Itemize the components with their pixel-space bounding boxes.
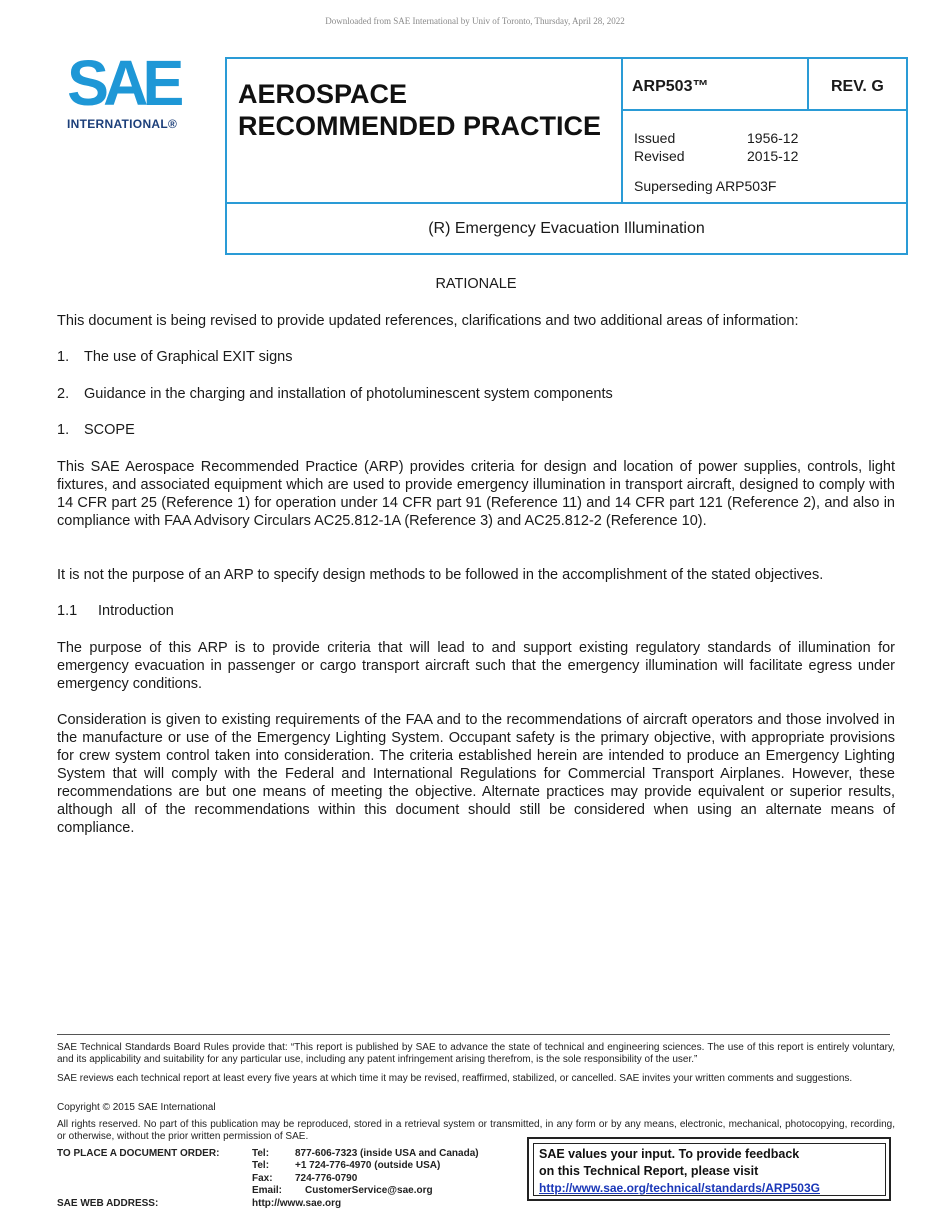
doc-number-cell: [623, 59, 809, 111]
email-value[interactable]: CustomerService@sae.org: [305, 1185, 433, 1196]
web-value[interactable]: http://www.sae.org: [252, 1198, 342, 1209]
feedback-line-1: SAE values your input. To provide feedback: [539, 1147, 800, 1161]
feedback-link[interactable]: http://www.sae.org/technical/standards/ARP503G: [539, 1181, 820, 1195]
tel2-value[interactable]: +1 724-776-4970 (outside USA): [295, 1160, 441, 1171]
rationale-item-number: 2.: [57, 386, 70, 402]
dates-cell: [623, 111, 906, 202]
rationale-item-text: The use of Graphical EXIT signs: [84, 349, 293, 365]
rationale-heading: RATIONALE: [435, 276, 517, 292]
intro-paragraph-1: The purpose of this ARP is to provide criteria that will lead to and support existing regulatory standards of illumination for emergency evacuation in passenger or cargo transport aircraft such that the emergency illumination will facilitate egress under emergency conditions.: [57, 640, 895, 692]
sae-logo-text: INTERNATIONAL®: [67, 117, 178, 131]
doc-number: ARP503™: [632, 78, 709, 95]
scope-number: 1.: [57, 422, 70, 438]
document-type-title: [238, 78, 601, 142]
fax-value: 724-776-0790: [295, 1173, 358, 1184]
sae-logo-mark: SAE: [67, 47, 179, 119]
intro-number: 1.1: [57, 603, 78, 619]
email-label: Email:: [252, 1185, 283, 1196]
revision-cell: [809, 59, 906, 111]
rationale-item-text: Guidance in the charging and installation of photoluminescent system components: [84, 386, 613, 402]
feedback-line-2: on this Technical Report, please visit: [539, 1164, 759, 1178]
footer-divider: [57, 1034, 890, 1035]
intro-heading: Introduction: [98, 603, 174, 619]
rationale-item: [57, 385, 895, 403]
board-rules-text: SAE Technical Standards Board Rules provide that: “This report is published by SAE to advance the state of technical and engineering sciences. The use of this report is entirely voluntary, and its applicability and suitability for any particular use, including any patent infringement arising therefrom, is the sole responsibility of the user.”: [57, 1042, 895, 1065]
title-line-1: AEROSPACE: [238, 79, 408, 109]
review-text: SAE reviews each technical report at least every five years at which time it may be revised, reaffirmed, stabilized, or cancelled. SAE invites your written comments and suggestions.: [57, 1073, 853, 1084]
document-subtitle: (R) Emergency Evacuation Illumination: [227, 202, 906, 253]
issued-label: Issued: [634, 130, 676, 146]
superseding: Superseding ARP503F: [634, 178, 777, 194]
fax-label: Fax:: [252, 1173, 273, 1184]
rights-text: All rights reserved. No part of this publication may be reproduced, stored in a retrieval system or transmitted, in any form or by any means, electronic, mechanical, photocopying, recording, or otherwise, without the prior written permission of SAE.: [57, 1119, 895, 1142]
revision: REV. G: [831, 78, 884, 95]
order-label: TO PLACE A DOCUMENT ORDER:: [57, 1148, 220, 1159]
intro-paragraph-2: Consideration is given to existing requirements of the FAA and to the recommendations of aircraft operators and those involved in the manufacture or use of the Emergency Lighting System. Occupant safety is the primary objective, with appropriate provisions for crew system control taken into consideration. The criteria established herein are intended to produce an Emergency Lighting System that will comply with the Federal and International Regulations for Commercial Transport Airplanes. However, these recommendations are but one means of meeting the objective. Alternate practices may provide equivalent or superior results, although all of the recommendations within this document should still be considered when using an alternate means of compliance.: [57, 712, 895, 836]
sae-logo: [66, 47, 190, 134]
rationale-intro: This document is being revised to provide updated references, clarifications and two additional areas of information:: [57, 313, 799, 329]
copyright: Copyright © 2015 SAE International: [57, 1102, 216, 1113]
feedback-box-inner: [533, 1143, 886, 1196]
download-note: Downloaded from SAE International by Univ of Toronto, Thursday, April 28, 2022: [325, 16, 625, 26]
feedback-box: [527, 1137, 891, 1201]
scope-paragraph-2: It is not the purpose of an ARP to specify design methods to be followed in the accomplishment of the stated objectives.: [57, 567, 824, 583]
rationale-item: [57, 348, 895, 366]
tel-value[interactable]: 877-606-7323 (inside USA and Canada): [295, 1148, 479, 1159]
scope-paragraph-1: This SAE Aerospace Recommended Practice (ARP) provides criteria for design and location of power supplies, controls, light fixtures, and associated equipment which are used to provide emergency illumination in transport aircraft, designed to comply with 14 CFR part 25 (Reference 1) for operation under 14 CFR part 91 (Reference 11) and 14 CFR part 121 (Reference 2), and also in compliance with FAA Advisory Circulars AC25.812-1A (Reference 3) and AC25.812-2 (Reference 10).: [57, 459, 895, 529]
tel-label: Tel:: [252, 1148, 270, 1159]
title-line-2: RECOMMENDED PRACTICE: [238, 111, 602, 141]
issued-value: 1956-12: [747, 130, 799, 146]
header-title-cell: [227, 59, 623, 202]
rationale-item-number: 1.: [57, 349, 70, 365]
scope-heading: SCOPE: [84, 422, 135, 438]
revised-label: Revised: [634, 148, 685, 164]
revised-value: 2015-12: [747, 148, 799, 164]
intro-heading-row: [57, 602, 895, 620]
tel2-label: Tel:: [252, 1160, 270, 1171]
document-header: [225, 57, 908, 255]
scope-heading-row: [57, 421, 895, 439]
web-label: SAE WEB ADDRESS:: [57, 1198, 159, 1209]
